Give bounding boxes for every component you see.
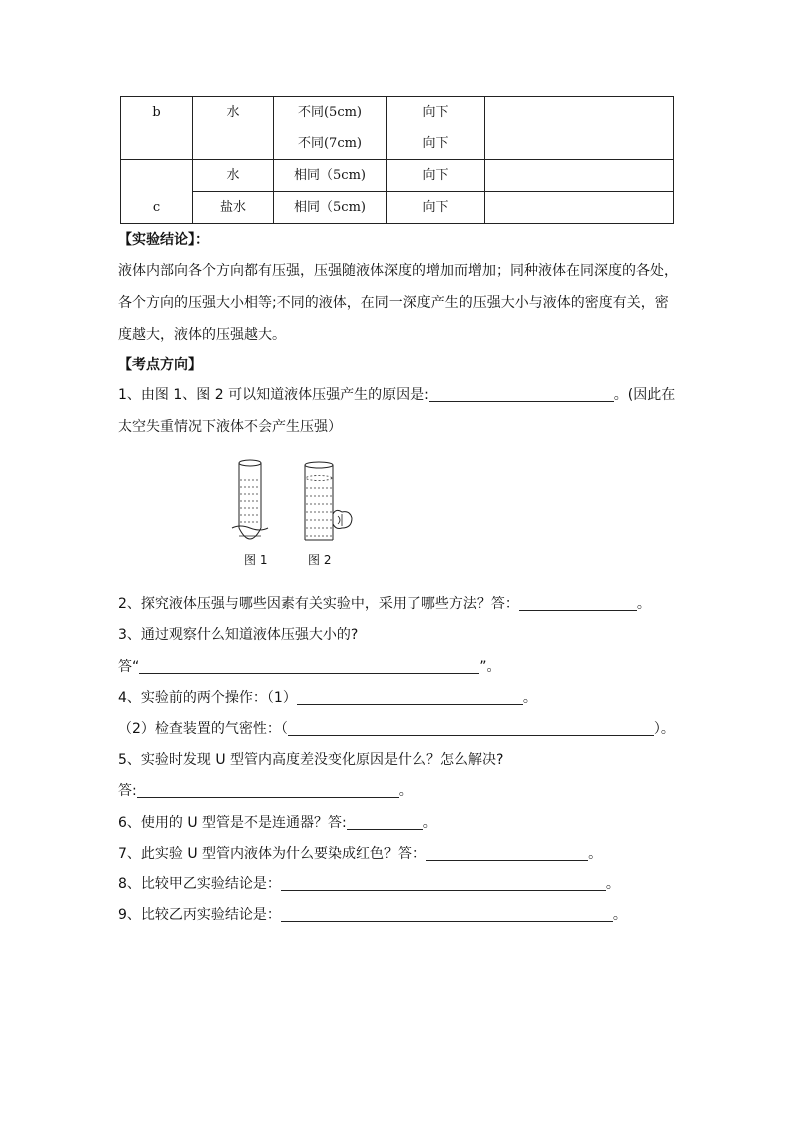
table-row <box>121 160 674 192</box>
question-1-cont: 太空失重情况下液体不会产生压强） <box>118 419 342 435</box>
answer-blank[interactable] <box>519 594 637 611</box>
question-3: 3、通过观察什么知道液体压强大小的? <box>118 627 359 643</box>
conclusion-heading: 【实验结论】： <box>118 232 209 248</box>
answer-blank[interactable] <box>281 874 606 891</box>
group-cell: c <box>121 160 193 224</box>
answer-blank[interactable] <box>426 844 588 861</box>
note-cell <box>485 97 674 160</box>
direction-cell: 向下 <box>387 160 485 192</box>
depth-cell: 不同(5cm) 不同(7cm) <box>274 97 387 160</box>
liquid-cell: 盐水 <box>193 192 274 224</box>
figure-cylinders <box>228 456 378 571</box>
answer-blank[interactable] <box>429 385 614 402</box>
answer-blank[interactable] <box>347 813 423 830</box>
answer-blank[interactable] <box>297 688 523 705</box>
group-cell: b <box>121 97 193 160</box>
table-row <box>121 97 674 160</box>
question-5: 5、实验时发现 U 型管内高度差没变化原因是什么？怎么解决? <box>118 752 504 768</box>
direction-cell: 向下 向下 <box>387 97 485 160</box>
note-cell <box>485 160 674 192</box>
liquid-cell: 水 <box>193 160 274 192</box>
exam-heading: 【考点方向】 <box>118 357 202 373</box>
direction-cell: 向下 <box>387 192 485 224</box>
question-4-part2: （2）检查装置的气密性：（ ）。 <box>118 721 675 737</box>
question-3-answer: 答“ ”。 <box>118 659 501 675</box>
conclusion-line: 各个方向的压强大小相等;不同的液体，在同一深度产生的压强大小与液体的密度有关，密 <box>118 295 669 311</box>
experiment-table <box>120 96 674 224</box>
question-6: 6、使用的 U 型管是不是连通器？答: 。 <box>118 815 437 831</box>
question-8: 8、比较甲乙实验结论是： 。 <box>118 876 620 892</box>
question-1: 1、由图 1、图 2 可以知道液体压强产生的原因是: 。(因此在 <box>118 387 676 403</box>
conclusion-line: 度越大，液体的压强越大。 <box>118 327 286 343</box>
question-7: 7、此实验 U 型管内液体为什么要染成红色？答： 。 <box>118 846 603 862</box>
cylinder-2-icon <box>305 462 352 540</box>
liquid-cell: 水 <box>193 97 274 160</box>
question-5-answer: 答: 。 <box>118 783 413 799</box>
question-4: 4、实验前的两个操作：（1） 。 <box>118 690 537 706</box>
note-cell <box>485 192 674 224</box>
conclusion-line: 液体内部向各个方向都有压强，压强随液体深度的增加而增加；同种液体在同深度的各处， <box>118 263 678 279</box>
cylinder-1-icon <box>232 460 268 539</box>
depth-cell: 相同（5cm) <box>274 160 387 192</box>
figure-2-label: 图 2 <box>308 553 332 567</box>
answer-blank[interactable] <box>139 657 479 674</box>
question-2: 2、探究液体压强与哪些因素有关实验中，采用了哪些方法？答： 。 <box>118 596 651 612</box>
answer-blank[interactable] <box>288 719 654 736</box>
answer-blank[interactable] <box>281 905 613 922</box>
answer-blank[interactable] <box>137 781 399 798</box>
table-row <box>121 192 674 224</box>
figure-1-label: 图 1 <box>244 553 268 567</box>
question-9: 9、比较乙丙实验结论是： 。 <box>118 907 627 923</box>
depth-cell: 相同（5cm) <box>274 192 387 224</box>
